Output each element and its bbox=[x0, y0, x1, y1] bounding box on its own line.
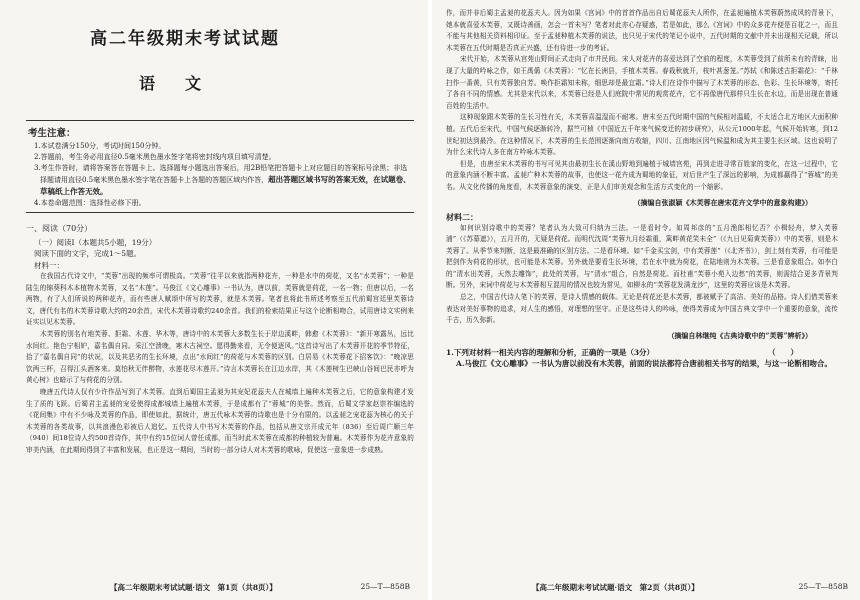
material-heading: 材料二： bbox=[446, 211, 478, 222]
exam-page-1 bbox=[0, 0, 428, 600]
passage-paragraph: 总之，中国古代诗人笔下的芙蓉，是诗人情感的载体。无论是荷花还是木芙蓉，都被赋予了高洁、美好的品格。诗人们借芙蓉来表达对美好事物的追求，对人生的感悟，对理想的坚守。正是这些诗人的吟咏，使得芙蓉成为中国古典文学中一个重要的意象，流传千古，历久弥新。 bbox=[446, 293, 838, 325]
notice-item-emphasis: 超出答题区域书写的答案无效，在试题卷、草稿纸上作答无效。 bbox=[40, 175, 411, 196]
passage-paragraph: 如何识别诗歌中的芙蓉？笔者认为大致可归纳为三法。一是看时令。如周邦彦的“五月渔郎相忆否？小楫轻舟，梦入芙蓉浦”（《苏幕遮》），五月开的，无疑是荷花。而明代沈周“芙蓉九月经霜重，篱畔黄花笑未全”（《九日见菊黄芙蓉》）中的芙蓉，则是木芙蓉了。从季节来判断，这是最准确的区别方法。二是看环境。如“千金买宝剑，中有芙蓉莲”（《北齐书》），剑上刻有芙蓉，有可能是把剑作为荷花的形状，也可能是木芙蓉。另外就是要看生长环境，若在水中就为荷花，在陆地则为木芙蓉。三是看意象组合。如李白的“清水出芙蓉，天然去雕饰”，此处的芙蓉，与“清水”组合，自然是荷花。而杜甫“芙蓉小苑入边愁”的芙蓉，则需结合更多背景判断。另外，宋词中荷花与木芙蓉相互混用的情况也较为常见，如柳永的“芙蓉花发满龙沙”，这里的芙蓉应该是木芙蓉。 bbox=[446, 223, 838, 290]
section-heading: 一、阅读（70分） bbox=[26, 224, 93, 233]
reading-instruction: 阅读下面的文字，完成1～5题。 bbox=[34, 249, 142, 258]
notice-item-text: 3.考生作答时，请将答案答在答题卡上。选择题每小题选出答案后，用2B铅笔把答题卡上对应题目的答案标号涂黑；非选择题请用直径0.5毫米黑色墨水签字笔在答题卡上各题的答题区域内作答， bbox=[34, 164, 408, 184]
notice-item: 2.答题前，考生务必用直径0.5毫米黑色墨水签字笔将密封线内项目填写清楚。 bbox=[34, 153, 276, 161]
footer-title: 【高二年级期末考试试题·语文 第1页（共8页）】 bbox=[110, 583, 277, 592]
footer-title: 【高二年级期末考试试题·语文 第2页（共8页）】 bbox=[532, 583, 699, 592]
source-citation: （摘编自张淑颖《木芙蓉在唐宋花卉文学中的意象构建》） bbox=[633, 197, 812, 207]
footer-code: 25—T—858B bbox=[798, 582, 848, 591]
page-footer bbox=[110, 582, 410, 593]
question-text: 1.下列对材料一相关内容的理解和分析，正确的一项是（3分） bbox=[446, 347, 655, 357]
question-stem bbox=[446, 347, 838, 358]
subject-title: 语文 bbox=[138, 74, 231, 93]
notice-item: 4.本卷命题范围：选择性必修下册。 bbox=[34, 199, 146, 207]
exam-page-2 bbox=[432, 0, 860, 600]
passage-paragraph: 木芙蓉的别名有地芙蓉、拒霜、木莲、华木等，唐诗中的木芙蓉大多数生长于岸边溪畔，韩愈《木芙蓉》：“新开寒露丛，远比水间红。艳色宁相妒，嘉名偶自同。采江空溃晚，寒木古祠空。愿得勤来看，无令便逐风。”这首诗写出了木芙蓉开花的季节特征，拾了“嘉名偶自同”的状况，以及其恶劣的生长环境，点出“水间红”的荷花与木芙蓉的区别。白居易《木芙蓉花下招客饮》：“晚凉思饮两三杯，召得江头酒客来。莫怕秋无伴醉物，水莲花尽木莲开。”诗言木芙蓉长在江边水岸，其《木莲树生巴峡山谷间巴民亦呼为黄心树》也暗示了与荷花的分别。 bbox=[26, 329, 414, 385]
passage-paragraph: 但是，由唐至宋木芙蓉的书写可见其由最初生长在溪山野地到遍植于城墙宫苑，再到走进寻常百姓家的变化，在这一过程中，它的意象内涵不断丰富。孟昶广种木芙蓉的故事，也使这一花卉成为蜀地的象征，对后世产生了深远的影响，为成都赢得了“蓉城”的美名。从文化传播的角度看，木芙蓉意象的演变，正是人们审美观念和生活方式变化的一个缩影。 bbox=[446, 159, 838, 191]
footer-code: 25—T—858B bbox=[360, 582, 410, 591]
answer-bracket: （ ） bbox=[768, 347, 798, 357]
notice-box bbox=[26, 120, 414, 213]
page-footer bbox=[532, 582, 848, 593]
source-citation: （摘编自林继纯《古典诗歌中的“芙蓉”辨析》） bbox=[667, 330, 812, 340]
material-heading: 材料一： bbox=[34, 261, 64, 270]
exam-title: 高二年级期末考试试题 bbox=[90, 29, 280, 49]
notice-heading: 考生注意： bbox=[28, 128, 76, 139]
subsection-heading: （一）阅读Ⅰ（本题共5小题，19分） bbox=[34, 238, 157, 247]
passage-paragraph: 这种现象跟木芙蓉的生长习性有关，木芙蓉喜温湿而不耐寒。唐末至五代时期中国的气候相对温暖，不太适合北方地区大面积种植。五代后至宋代，中国气候逐渐转冷，据竺可桢《中国近五千年来气候变迁的初步研究》，从公元1000年起，气候开始转寒，到12世纪初达到最冷。在这种情况下，木芙蓉的生长范围逐渐向南方收缩，四川、江南地区因气候温和成为其主要生长区域。这也说明了为什么宋代诗人多在南方吟咏木芙蓉。 bbox=[446, 113, 838, 157]
passage-paragraph: 在我国古代诗文中，“芙蓉”出现的频率可谓极高。“芙蓉”往平以来就指两种花卉，一种是水中的荷花，又名“水芙蓉”；一种是陆生的锦葵科木本植物木芙蓉，又名“木莲”。马俊江《文心雕事》一书认为，唐以前，芙蓉就是荷花，一名一物；但唐以后，一名两物，有了人们所说的两种花卉，而有些唐人赋颂中所写的芙蓉，就是木芙蓉。笔者也将此书所述考察至五代前蜀宫廷里芙蓉诗文，唐代有名的木芙蓉诗歌大约的20余首，宋代木芙蓉诗歌约240余首。我们的检索结果正与这个论断相吻合，试用唐诗文实例来证实以见木芙蓉。 bbox=[26, 272, 414, 327]
passage-paragraph: 晚唐五代诗人仅有少许作品写到了木芙蓉。直到后蜀国主孟昶为其宠妃花蕊夫人在城墙上遍种木芙蓉之后，它的意象构建才发生了质的飞跃。后蜀君主孟昶的宠爱使得成都城墙上遍植木芙蓉，于是成都有了“蓉城”的美誉。然而，后蜀文学家赵崇祚编选的《花间集》中有不少咏及芙蓉的作品，即使如此，据统计，唐五代咏木芙蓉的诗歌也是十分有限的。以孟昶之宠花蕊为核心的关于木芙蓉的各类故事，以其浪漫色彩被后人追忆。五代诗人中书写木芙蓉的作品，包括从唐文宗开成元年（836）至后周广顺三年（940）间18位诗人约500首诗作，其中有约15位词人曾任成都，而当时此木芙蓉在成都的种植较为普遍。木芙蓉作为花卉意象的审美内涵，在此期间得到了丰富和发展，也正是这一期间，当时的一部分诗人对木芙蓉的歌咏，促使这一意象进一步成熟。 bbox=[26, 387, 414, 454]
passage-paragraph: 宋代开始，木芙蓉从宫苑山野间正式走向了市井民间。宋人对花卉的喜爱达到了空前的程度，木芙蓉受到了前所未有的青睐，出现了大量的吟咏之作，如王禹偁《木芙蓉》：“忆在长洲县，手植木芙蓉。春栽秋就开，枝叶甚葱茏。”苏轼《和陈述古拒霜花》：“千林扫作一番黄，只有芙蓉独自芳。唤作拒霜知未称，细思却是最宜霜。”诗人们在诗作中描写了木芙蓉的形态、色彩、生长环境等，寄托了各自不同的情感。尤其是宋代以来，木芙蓉已经是人们庭院中常见的观赏花卉，它不再像唐代那样只生长在水边，而是出现在普通百姓的生活中。 bbox=[446, 55, 838, 110]
question-option-a: A.马俊江《文心雕事》一书认为唐以前没有木芙蓉，前面的说法都符合唐前相关书写的结果，与这一论断相吻合。 bbox=[456, 358, 832, 368]
passage-paragraph: 作，而并非后蜀主孟昶的花蕊夫人。因为如果《宫词》中的首首作品出自后蜀花蕊夫人所作，在孟昶遍植木芙蓉蔚然成风的背景下，她本就喜爱木芙蓉，又既诗善画，怎会一首未写？笔者对此亦心存疑惑，若是如此，那么《宫词》中的众多花卉便是百花之一，而且不能与其他相关资料相印证。至于孟昶种植木芙蓉的说法，也只见于宋代的笔记小说中，五代时期的文献中并未出现相关记载，所以木芙蓉在五代时期是否真正兴盛，还有待进一步的考证。 bbox=[446, 9, 838, 52]
notice-item: 1.本试卷满分150分，考试时间150分钟。 bbox=[34, 142, 166, 150]
notice-item bbox=[28, 163, 412, 198]
